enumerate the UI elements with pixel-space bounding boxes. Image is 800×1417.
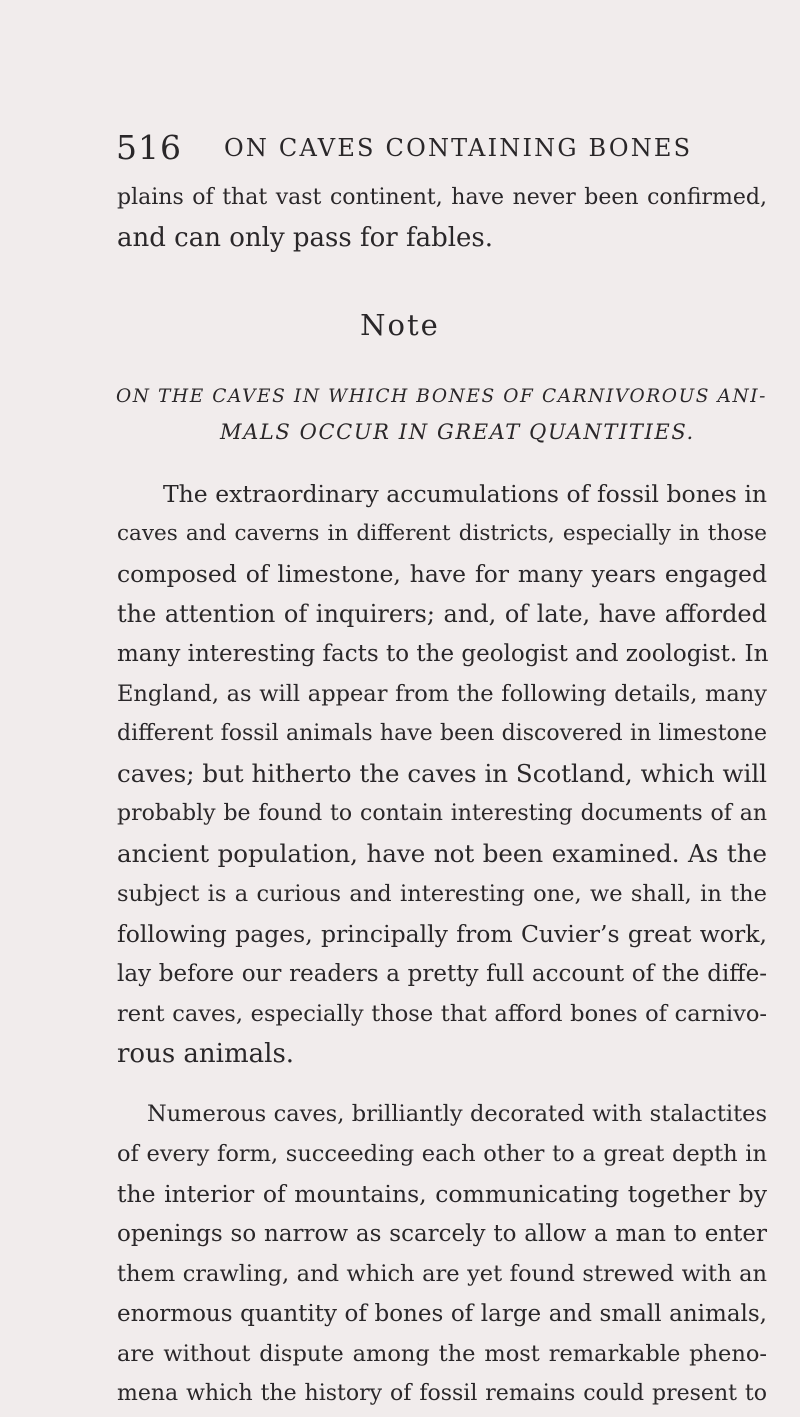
- text-line: of every form, succeeding each other to a great depth in: [117, 1141, 767, 1167]
- text-line: probably be found to contain interesting documents of an: [117, 801, 767, 826]
- note-subheading-line: MALS OCCUR IN GREAT QUANTITIES.: [220, 420, 695, 444]
- text-line: the interior of mountains, communicating together by: [117, 1180, 767, 1208]
- running-title: ON CAVES CONTAINING BONES: [224, 134, 693, 162]
- text-line: following pages, principally from Cuvier’s great work,: [117, 920, 767, 948]
- note-heading: Note: [360, 308, 440, 342]
- text-line: caves and caverns in different districts, especially in those: [117, 521, 767, 546]
- text-line: plains of that vast continent, have never been confirmed,: [117, 185, 767, 210]
- text-line: many interesting facts to the geologist and zoologist. In: [117, 641, 769, 667]
- text-line: different fossil animals have been discovered in limestone: [117, 721, 767, 746]
- text-line: composed of limestone, have for many years engaged: [117, 560, 767, 588]
- text-line: are without dispute among the most remarkable pheno-: [117, 1341, 767, 1367]
- text-line: subject is a curious and interesting one, we shall, in the: [117, 881, 767, 907]
- text-line: rent caves, especially those that afford bones of carnivo-: [117, 1001, 767, 1027]
- text-line: The extraordinary accumulations of fossil bones in: [163, 480, 767, 508]
- text-line: openings so narrow as scarcely to allow a man to enter: [117, 1221, 767, 1247]
- text-line: mena which the history of fossil remains could present to: [117, 1381, 767, 1406]
- text-line: and can only pass for fables.: [117, 223, 494, 253]
- text-line: caves; but hitherto the caves in Scotland, which will: [117, 759, 767, 788]
- text-line: ancient population, have not been examined. As the: [117, 839, 767, 868]
- running-head: [108, 128, 768, 168]
- page-number: 516: [116, 128, 182, 167]
- text-line: them crawling, and which are yet found strewed with an: [117, 1261, 767, 1287]
- text-line: England, as will appear from the following details, many: [117, 681, 767, 707]
- text-line: enormous quantity of bones of large and small animals,: [117, 1301, 767, 1327]
- note-subheading-line: ON THE CAVES IN WHICH BONES OF CARNIVOROUS ANI-: [116, 386, 768, 407]
- text-line: Numerous caves, brilliantly decorated with stalactites: [147, 1101, 767, 1127]
- text-line: the attention of inquirers; and, of late, have afforded: [117, 600, 767, 628]
- text-line: lay before our readers a pretty full account of the diffe-: [117, 961, 767, 987]
- text-line: rous animals.: [117, 1039, 295, 1069]
